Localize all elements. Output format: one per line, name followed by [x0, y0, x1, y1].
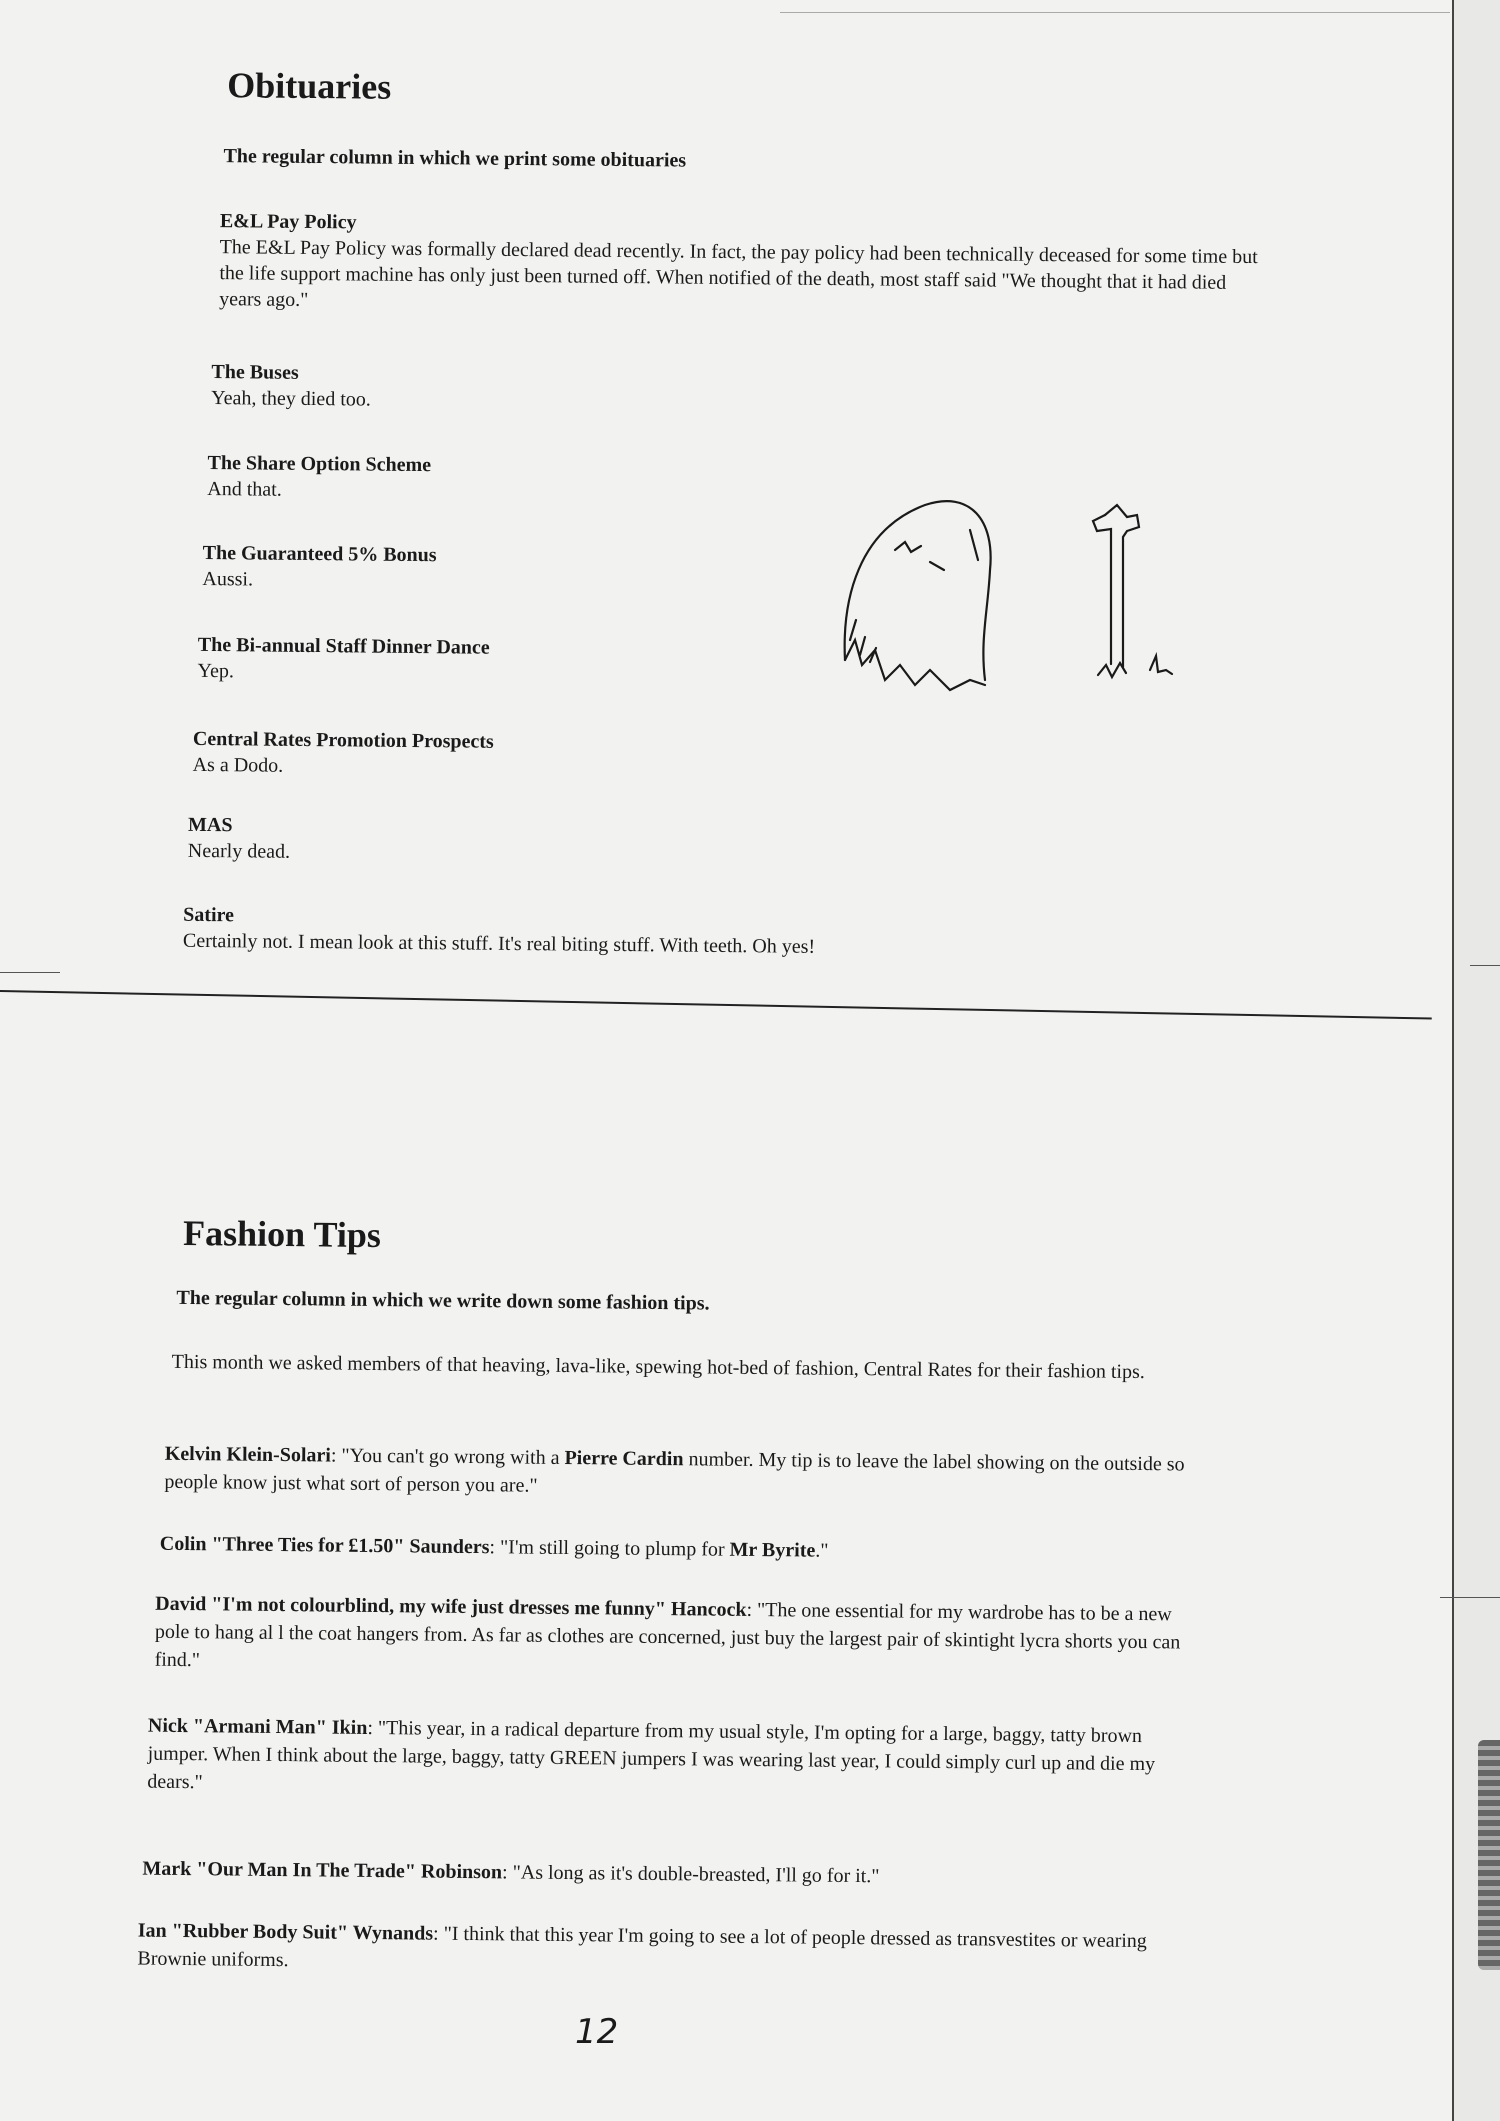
tip-text: "I'm still going to plump for: [499, 1536, 730, 1561]
obituaries-title: Obituaries: [227, 65, 392, 107]
obituary-heading: The Guaranteed 5% Bonus: [202, 541, 437, 567]
obituary-item: [183, 902, 816, 960]
obituary-item: [197, 632, 489, 687]
margin-mark: [0, 972, 60, 973]
obituary-heading: The Share Option Scheme: [207, 452, 432, 477]
fashion-tip: Mark "Our Man In The Trade" Robinson: "As long as it's double-breasted, I'll go for it.": [142, 1857, 880, 1888]
page-number: 12: [575, 2012, 619, 2052]
tip-text: "The one essential for my wardrobe has to be a new pole to hang al l the coat hangers from. As far as clothes are concerned, just buy the largest pair of skintight lycra shorts you can find.": [154, 1599, 1181, 1672]
top-rule: [780, 12, 1450, 13]
obituary-body: Yeah, they died too.: [211, 387, 371, 411]
tip-author: Colin "Three Ties for £1.50" Saunders: [159, 1532, 490, 1559]
tip-brand: Mr Byrite: [729, 1538, 816, 1562]
obituary-item: [188, 812, 291, 865]
tip-text: .": [815, 1539, 829, 1562]
margin-mark: [1470, 965, 1500, 966]
obituary-body: The E&L Pay Policy was formally declared dead recently. In fact, the pay policy had been technically deceased for some time but the life support machine has only just been turned off. When notified of the death, most staff said "We thought that it had died years ago.": [219, 236, 1258, 311]
obituaries-intro: The regular column in which we print some obituaries: [223, 145, 687, 172]
obituary-item: [193, 726, 494, 781]
gravestones-icon: [830, 490, 1190, 710]
obituary-body: And that.: [207, 478, 282, 501]
obituary-body: Aussi.: [202, 567, 254, 591]
obituary-heading: The Bi-annual Staff Dinner Dance: [197, 633, 490, 659]
obituary-heading: MAS: [187, 813, 233, 837]
obituary-item: [202, 540, 436, 594]
tip-author: Mark "Our Man In The Trade" Robinson: [142, 1857, 503, 1884]
obituary-body: Certainly not. I mean look at this stuff. It's real biting stuff. With teeth. Oh yes!: [182, 929, 816, 958]
obituary-body: Yep.: [197, 659, 235, 683]
tip-text: "You can't go wrong with a: [341, 1444, 565, 1469]
tip-text: number. My tip is to leave the label showing on the outside so people know just what sort of person you are.": [164, 1448, 1185, 1497]
tip-text: "This year, in a radical departure from my usual style, I'm opting for a large, baggy, tatty brown jumper. When I think about the large, baggy, tatty GREEN jumpers I was wearing last year, I could simply curl up and die my dears.": [147, 1717, 1156, 1794]
fashion-tips-intro: The regular column in which we write down some fashion tips.: [176, 1286, 710, 1315]
obituary-item: [207, 450, 431, 504]
binder-clip: [1478, 1740, 1500, 1970]
margin-mark: [1440, 1597, 1500, 1598]
fashion-tip: Nick "Armani Man" Ikin: "This year, in a radical departure from my usual style, I'm opting for a large, baggy, tatty brown jumper. When I think about the large, baggy, tatty GREEN jumpers I was wearing last year, I could simply curl up and die my dears.": [147, 1714, 1156, 1794]
obituary-heading: Satire: [183, 903, 235, 927]
fashion-tip: Ian "Rubber Body Suit" Wynands: "I think that this year I'm going to see a lot of people dressed as transvestites or wearing Brownie uniforms.: [137, 1919, 1147, 1972]
obituary-item: [219, 208, 1270, 322]
tip-author: Nick "Armani Man" Ikin: [147, 1714, 368, 1739]
tip-brand: Pierre Cardin: [564, 1446, 684, 1471]
page-binding-edge: [1452, 0, 1454, 2121]
tip-author: Kelvin Klein-Solari: [164, 1442, 332, 1467]
tip-author: Ian "Rubber Body Suit" Wynands: [137, 1919, 434, 1945]
tip-text: "I think that this year I'm going to see a lot of people dressed as transvestites or wearing Brownie uniforms.: [137, 1922, 1147, 1972]
fashion-tip: Colin "Three Ties for £1.50" Saunders: "I'm still going to plump for Mr Byrite.": [159, 1532, 829, 1562]
section-divider: [0, 990, 1432, 1019]
obituary-body: Nearly dead.: [187, 839, 291, 863]
fashion-lead: This month we asked members of that heaving, lava-like, spewing hot-bed of fashion, Central Rates for their fashion tips.: [171, 1350, 1145, 1384]
fashion-tip: Kelvin Klein-Solari: "You can't go wrong with a Pierre Cardin number. My tip is to leave the label showing on the outside so people know just what sort of person you are.": [164, 1442, 1185, 1497]
tip-text: "As long as it's double-breasted, I'll go for it.": [512, 1861, 880, 1888]
obituary-heading: E&L Pay Policy: [219, 210, 357, 234]
obituary-heading: The Buses: [211, 361, 299, 384]
fashion-tips-title: Fashion Tips: [182, 1212, 382, 1256]
obituary-item: [211, 359, 371, 413]
fashion-tip: David "I'm not colourblind, my wife just dresses me funny" Hancock: "The one essential for my wardrobe has to be a new pole to hang al l the coat hangers from. As far as clothes are concerned, just buy the largest pair of skintight lycra shorts you can find.": [154, 1592, 1181, 1672]
obituary-heading: Central Rates Promotion Prospects: [192, 727, 494, 753]
obituary-body: As a Dodo.: [192, 753, 284, 777]
tip-author: David "I'm not colourblind, my wife just dresses me funny" Hancock: [155, 1592, 747, 1621]
